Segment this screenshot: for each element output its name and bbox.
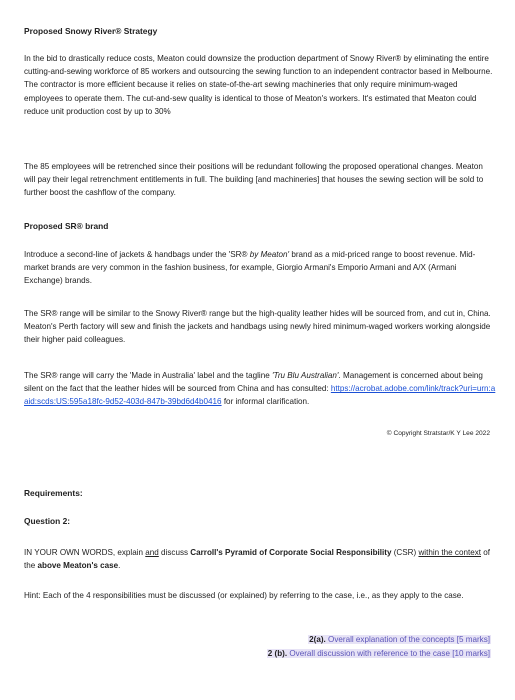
brand-name-italic: by Meaton': [249, 250, 290, 259]
copyright-notice: © Copyright Stratstar/K Y Lee 2022: [386, 430, 490, 437]
brand-heading: Proposed SR® brand: [24, 221, 109, 231]
marks-b-text: Overall discussion with reference to the case [10 marks]: [289, 649, 490, 658]
marks-b-number: 2 (b).: [267, 649, 288, 658]
marks-line-a: [308, 633, 491, 646]
brand-paragraph-1: Introduce a second-line of jackets & handbags under the 'SR® by Meaton' brand as a mid-priced range to boost revenue. Mid-market brands are very common in the fashion business, for example, Giorgio Armani's Emporio Armani and A/X (Armani Exchange) brands.: [24, 250, 476, 286]
brand-paragraph-3: The SR® range will carry the 'Made in Australia' label and the tagline 'Tru Blu Australian'. Management is concerned about being silent on the fact that the leather hides will be sourced from China and has consulted: https://acrobat.adobe.com/link/track?uri=urn:aaid:scds:US:595a18fc-9d52-403d-847b-39bd6d4b0416 for informal clarification.: [24, 371, 496, 407]
question-heading: Question 2:: [24, 516, 71, 526]
brand-paragraph-2: The SR® range will be similar to the Snowy River® range but the high-quality leather hides will be sourced from, and cut in, China. Meaton's Perth factory will sew and finish the jackets and handbags using newly hired minimum-waged workers working alongside their higher paid colleagues.: [24, 309, 491, 345]
marks-a-number: 2(a).: [309, 635, 326, 644]
requirements-heading: Requirements:: [24, 488, 83, 498]
hint-text: Hint: Each of the 4 responsibilities must be discussed (or explained) by referring to the case, i.e., as they apply to the case.: [24, 591, 464, 600]
marks-line-b: [267, 647, 491, 660]
marks-a-text: Overall explanation of the concepts [5 marks]: [328, 635, 490, 644]
tagline-italic: 'Tru Blu Australian': [271, 371, 339, 380]
carroll-pyramid-term: Carroll's Pyramid of Corporate Social Responsibility: [190, 548, 392, 557]
strategy-paragraph-2: The 85 employees will be retrenched since their positions will be redundant following the proposed operational changes. Meaton will pay their legal retrenchment entitlements in full. The building [and machineries] that houses the sewing section will be sold to further boost the cashflow of the company.: [24, 162, 484, 198]
consult-link[interactable]: https://acrobat.adobe.com/link/track?uri=urn:aaid:scds:US:595a18fc-9d52-403d-847b-39bd6d4b0416: [24, 384, 496, 407]
strategy-heading: Proposed Snowy River® Strategy: [24, 26, 158, 36]
strategy-paragraph-1: In the bid to drastically reduce costs, Meaton could downsize the production department of Snowy River® by eliminating the entire cutting-and-sewing workforce of 85 workers and outsourcing the sewing function to an independent contractor based in Melbourne. The contractor is more efficient because it relies on state-of-the-art sewing machineries that only require minimum-waged employees to operate them. The cut-and-sew quality is identical to those of Meaton's workers. It's estimated that Meaton could reduce unit production cost by up to 30%: [24, 54, 493, 116]
question-text: IN YOUR OWN WORDS, explain and discuss Carroll's Pyramid of Corporate Social Responsibility (CSR) within the context of the above Meaton's case.: [24, 548, 491, 571]
